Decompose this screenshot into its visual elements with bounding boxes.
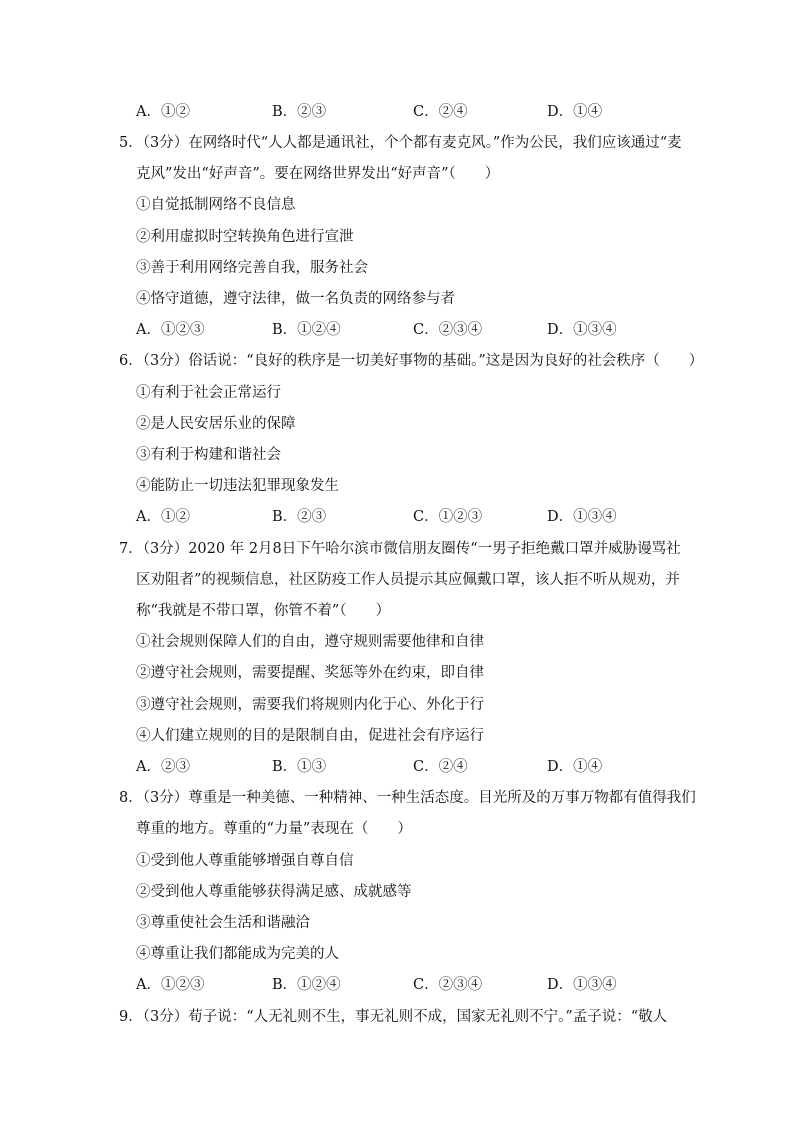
q5-option-2: ②利用虚拟时空转换角色进行宣泄 [136, 229, 354, 245]
q8-option-4: ④尊重让我们都能成为完美的人 [136, 946, 339, 962]
q5-stem-line2: 克风”发出“好声音”。要在网络世界发出“好声音”（ ） [136, 166, 500, 182]
q7-choice-d[interactable]: D．①④ [547, 759, 603, 775]
q5-choice-c[interactable]: C．②③④ [413, 322, 483, 338]
q8-option-1: ①受到他人尊重能够增强自尊自信 [136, 853, 354, 869]
q4-choice-b[interactable]: B．②③ [272, 104, 327, 120]
q7-option-3: ③遵守社会规则，需要我们将规则内化于心、外化于行 [136, 697, 484, 713]
q7-choice-b[interactable]: B．①③ [272, 759, 327, 775]
q8-option-3: ③尊重使社会生活和谐融洽 [136, 915, 310, 931]
q6-option-3: ③有利于构建和谐社会 [136, 447, 281, 463]
q4-choice-c[interactable]: C．②④ [413, 104, 468, 120]
q5-option-1: ①自觉抵制网络不良信息 [136, 197, 296, 213]
q5-choice-a[interactable]: A．①②③ [136, 322, 205, 338]
q4-choice-a[interactable]: A．①② [136, 104, 190, 120]
q7-option-1: ①社会规则保障人们的自由，遵守规则需要他律和自律 [136, 634, 484, 650]
q8-stem-line1: 8．（3分）尊重是一种美德、一种精神、一种生活态度。目光所及的万事万物都有值得我们 [119, 790, 696, 806]
q7-choice-c[interactable]: C．②④ [413, 759, 468, 775]
q7-option-4: ④人们建立规则的目的是限制自由，促进社会有序运行 [136, 728, 484, 744]
q5-choice-b[interactable]: B．①②④ [272, 322, 341, 338]
q6-option-2: ②是人民安居乐业的保障 [136, 416, 296, 432]
q6-stem-line1: 6．（3分）俗话说：“良好的秩序是一切美好事物的基础。”这是因为良好的社会秩序（ ） [119, 353, 704, 369]
q5-option-3: ③善于利用网络完善自我，服务社会 [136, 260, 368, 276]
q5-choice-d[interactable]: D．①③④ [547, 322, 617, 338]
q5-stem-line1: 5．（3分）在网络时代“人人都是通讯社，个个都有麦克风。”作为公民，我们应该通过“麦 [119, 135, 682, 151]
q8-choice-d[interactable]: D．①③④ [547, 977, 617, 993]
q6-choice-d[interactable]: D．①③④ [547, 509, 617, 525]
q7-stem-line1: 7．（3分）2020 年 2月8日下午哈尔滨市微信朋友圈传“一男子拒绝戴口罩并威胁谩骂社 [119, 541, 681, 557]
q7-stem-line2: 区劝阻者”的视频信息，社区防疫工作人员提示其应佩戴口罩，该人拒不听从规劝，并 [136, 572, 680, 588]
q9-stem-line1: 9．（3分）荀子说：“人无礼则不生，事无礼则不成，国家无礼则不宁。”孟子说：“敬人 [119, 1009, 668, 1025]
q8-choice-c[interactable]: C．②③④ [413, 977, 483, 993]
q8-choice-b[interactable]: B．①②④ [272, 977, 341, 993]
q4-choice-d[interactable]: D．①④ [547, 104, 603, 120]
q5-option-4: ④恪守道德，遵守法律，做一名负责的网络参与者 [136, 291, 455, 307]
q6-choice-b[interactable]: B．②③ [272, 509, 327, 525]
q7-choice-a[interactable]: A．②③ [136, 759, 190, 775]
q6-option-4: ④能防止一切违法犯罪现象发生 [136, 478, 339, 494]
q6-option-1: ①有利于社会正常运行 [136, 385, 281, 401]
q7-stem-line3: 称“我就是不带口罩，你管不着”（ ） [136, 603, 391, 619]
q7-option-2: ②遵守社会规则，需要提醒、奖惩等外在约束，即自律 [136, 665, 484, 681]
q8-option-2: ②受到他人尊重能够获得满足感、成就感等 [136, 884, 412, 900]
q6-choice-a[interactable]: A．①② [136, 509, 190, 525]
q8-stem-line2: 尊重的地方。尊重的“力量”表现在（ ） [136, 821, 412, 837]
q6-choice-c[interactable]: C．①②③ [413, 509, 483, 525]
q8-choice-a[interactable]: A．①②③ [136, 977, 205, 993]
